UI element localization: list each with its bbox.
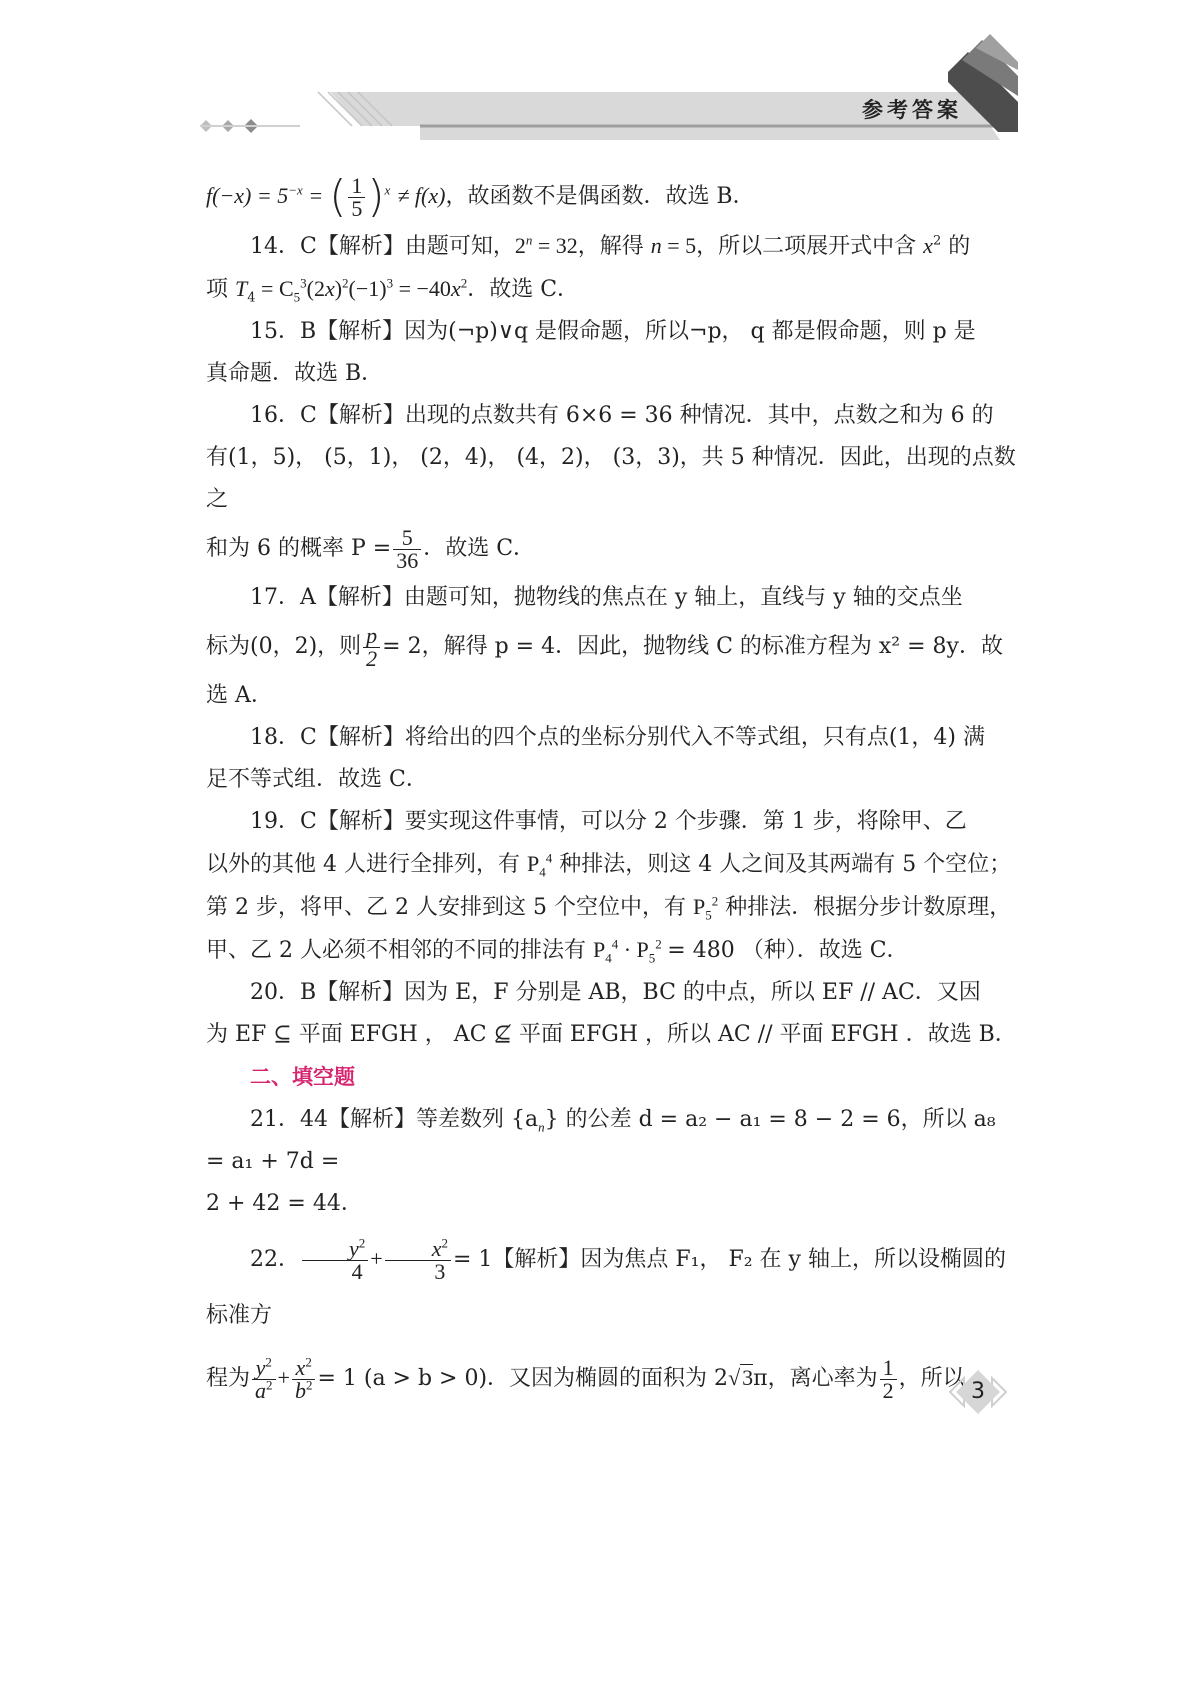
header-title: 参考答案 bbox=[862, 97, 962, 122]
q21-line1: 21．44【解析】等差数列 $\{a_n\}$ 的公差 d = a₂ − a₁ = 8 − 2 = 6，所以 a₈ = a₁ + 7d = bbox=[206, 1107, 996, 1174]
q19-line4: 甲、乙 2 人必须不相邻的不同的排法有 $P_4^4 \cdot P_5^2 = 480$ （种）．故选 C． bbox=[206, 936, 909, 966]
fraction: $\frac{x^2}{3}$ bbox=[385, 1238, 451, 1283]
q14-line1: 14．C【解析】由题可知，$2^n = 32$，解得 n = 5，所以二项展开式中含 $x^2$ 的 bbox=[250, 232, 971, 259]
q20-line2: 为 EF ⊆ 平面 EFGH ， AC ⊈ 平面 EFGH ，所以 AC // 平面 EFGH ．故选 B． bbox=[206, 1022, 1017, 1047]
q19-line1: 19．C【解析】要实现这件事情，可以分 2 个步骤．第 1 步，将除甲、乙 bbox=[250, 809, 967, 834]
q22-line1: 22． $\frac{y^2}{4}$ + $\frac{x^2}{3}$ = 1【解析】因为焦点 F₁， F₂ 在 y 轴上，所以设椭圆的标准方 bbox=[206, 1235, 1006, 1328]
q18-line1: 18．C【解析】将给出的四个点的坐标分别代入不等式组，只有点(1，4) 满 bbox=[250, 725, 985, 750]
q13-lhs: f(−x) = 5 bbox=[206, 183, 289, 208]
fraction: $\frac{1}{5}$ bbox=[348, 175, 365, 220]
q14-line2: 项 $T_4 = C_5^3(2x)^2(-1)^3 = -40x^2$．故选 C． bbox=[206, 275, 580, 306]
q15-line1: 15．B【解析】因为(¬p)∨q 是假命题，所以¬p， q 都是假命题，则 p 是 bbox=[250, 319, 976, 344]
fraction: $\frac{y^2}{4}$ bbox=[302, 1238, 368, 1283]
section-title: 二、填空题 bbox=[250, 1065, 355, 1089]
q13-text: ，故函数不是偶函数．故选 B． bbox=[445, 184, 755, 209]
q19-line3: 第 2 步，将甲、乙 2 人安排到这 5 个空位中，有 $P_5^2$ 种排法．根据分步计数原理， bbox=[206, 893, 1012, 923]
q17-line3: 选 A． bbox=[206, 683, 273, 708]
q17-line1: 17．A【解析】由题可知，抛物线的焦点在 y 轴上，直线与 y 轴的交点坐 bbox=[250, 585, 963, 610]
header-decoration bbox=[0, 0, 1191, 160]
q20-line1: 20．B【解析】因为 E，F 分别是 AB，BC 的中点，所以 EF // AC．又因 bbox=[250, 980, 981, 1005]
q16-line1: 16．C【解析】出现的点数共有 6×6 = 36 种情况．其中，点数之和为 6 的 bbox=[250, 403, 994, 428]
q17-line2: 标为(0，2)，则 $\frac{p}{2}$ = 2，解得 p = 4．因此，抛物线 C 的标准方程为 x² = 8y．故 bbox=[206, 622, 1003, 671]
q13-neq: ≠ f(x) bbox=[397, 183, 446, 208]
page-number-badge bbox=[942, 1365, 1014, 1419]
q15-line2: 真命题．故选 B． bbox=[206, 361, 384, 386]
q19-line2: 以外的其他 4 人进行全排列，有 $P_4^4$ 种排法，则这 4 人之间及其两端有 5 个空位； bbox=[206, 850, 1012, 880]
q13-tail-line: $f(-x) = 5^{-x}$ = ( $\frac{1}{5}$ )$^x$ ≠ f(x)，故函数不是偶函数．故选 B． bbox=[206, 171, 755, 222]
fraction: $\frac{5}{36}$ bbox=[393, 527, 421, 572]
fraction: $\frac{1}{2}$ bbox=[880, 1357, 897, 1402]
page-number: 3 bbox=[971, 1379, 985, 1404]
q21-line2: 2 + 42 = 44． bbox=[206, 1191, 363, 1216]
fraction: $\frac{p}{2}$ bbox=[363, 625, 380, 670]
fraction: $\frac{y^2}{a^2}$ bbox=[252, 1357, 276, 1402]
q16-line2: 有(1，5)， (5，1)， (2，4)， (4，2)， (3，3)，共 5 种情况．因此，出现的点数之 bbox=[206, 445, 1016, 512]
answer-content bbox=[206, 168, 1018, 1407]
page-header bbox=[0, 0, 1191, 160]
q22-line2: 程为 $\frac{y^2}{a^2}$ + $\frac{x^2}{b^2}$ = 1 (a > b > 0)．又因为椭圆的面积为 2√3π，离心率为 $\frac{1}{2}$ ，所以 bbox=[206, 1354, 965, 1403]
q18-line2: 足不等式组．故选 C． bbox=[206, 767, 428, 792]
fraction: $\frac{x^2}{b^2}$ bbox=[292, 1357, 316, 1402]
q16-line3: 和为 6 的概率 P = $\frac{5}{36}$ ．故选 C． bbox=[206, 524, 536, 573]
